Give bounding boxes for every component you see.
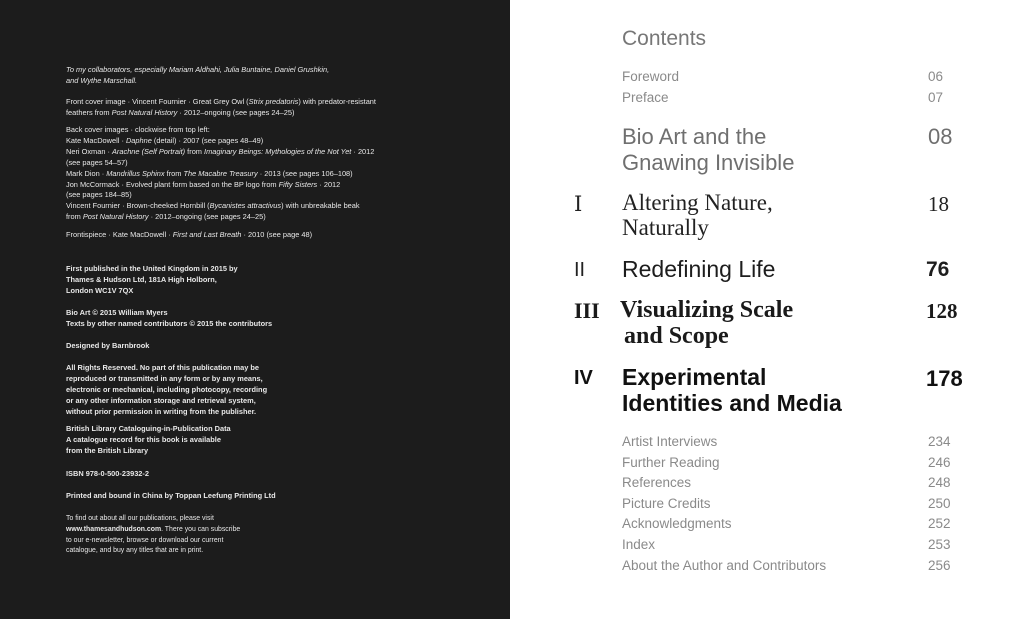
toc-entry-page: 248 [928, 475, 951, 491]
credit-line: (see pages 54–57) [66, 157, 128, 167]
cip-line: British Library Cataloguing-in-Publication Data [66, 424, 231, 433]
part-numeral: II [574, 259, 586, 281]
toc-entry-page: 234 [928, 434, 951, 449]
toc-entry-page: 07 [928, 89, 944, 105]
toc-entry-title: Picture Credits [622, 495, 711, 511]
copyright-notice [66, 308, 486, 330]
toc-part-page: 18 [928, 192, 949, 216]
credit-line: Mark Dion · Mandrillus Sphinx from The Macabre Treasury · 2013 (see pages 106–108) [66, 168, 353, 178]
back-cover-credits [66, 125, 486, 223]
toc-part-page: 178 [926, 366, 963, 391]
dedication-line: To my collaborators, especially Mariam Aldhahi, Julia Buntaine, Daniel Grushkin, [66, 65, 330, 74]
part-numeral: IV [574, 367, 593, 389]
contents-page [510, 0, 1020, 619]
toc-entry-title: References [622, 475, 692, 491]
note-line: www.thamesandhudson.com. There you can subscribe [66, 525, 241, 533]
credit-line: (see pages 184–85) [66, 190, 132, 200]
credit-line: feathers from Post Natural History · 2012–ongoing (see pages 24–25) [66, 107, 295, 117]
title-line: Redefining Life [622, 256, 776, 282]
back-matter-list [622, 434, 962, 578]
rights-line: or any other information storage and retrieval system, [66, 395, 256, 405]
printer-info [66, 491, 486, 502]
toc-entry-title: Acknowledgments [622, 516, 732, 532]
designed-by-line: Designed by Barnbrook [66, 341, 150, 350]
publication-line: Thames & Hudson Ltd, 181A High Holborn, [66, 274, 217, 284]
credit-line: Neri Oxman · Arachne (Self Portrait) from Imaginary Beings: Mythologies of the Not Yet · 2012 [66, 146, 375, 156]
publication-line: First published in the United Kingdom in 2015 by [66, 264, 238, 273]
credit-line: Jon McCormack · Evolved plant form based on the BP logo from Fifty Sisters · 2012 [66, 179, 341, 189]
toc-entry-title: Foreword [622, 69, 680, 84]
toc-intro-page: 08 [928, 124, 953, 149]
toc-entry-about-author [622, 558, 962, 579]
contents-heading: Contents [622, 27, 707, 50]
title-line: Visualizing Scale [620, 297, 794, 323]
front-matter-list [622, 69, 962, 110]
toc-entry-title: Further Reading [622, 454, 720, 470]
title-line: Altering Nature, [622, 190, 773, 215]
credit-line: Kate MacDowell · Daphne (detail) · 2007 (see pages 48–49) [66, 135, 264, 145]
toc-intro-title [622, 124, 794, 176]
note-line: catalogue, and buy any titles that are in print. [66, 547, 204, 555]
isbn [66, 469, 486, 480]
cip-line: from the British Library [66, 445, 149, 455]
isbn-line: ISBN 978-0-500-23932-2 [66, 469, 149, 478]
toc-entry-title: Index [622, 536, 656, 552]
credit-line: Front cover image · Vincent Fournier · Great Grey Owl (Strix predatoris) with predator-resistant [66, 97, 376, 106]
note-line: to our e-newsletter, browse or download our current [66, 536, 224, 544]
toc-part-title [622, 190, 773, 240]
toc-entry-references [622, 475, 962, 496]
website-link: www.thamesandhudson.com [66, 525, 162, 533]
copyright-line: Bio Art © 2015 William Myers [66, 308, 168, 317]
toc-entry-page: 250 [928, 495, 951, 511]
title-line: and Scope [624, 323, 729, 349]
part-numeral: I [574, 192, 583, 216]
title-line: Identities and Media [622, 390, 842, 416]
title-line: Gnawing Invisible [622, 150, 795, 175]
publication-info [66, 264, 486, 297]
toc-entry-preface [622, 90, 962, 111]
cataloguing-data [66, 424, 486, 457]
toc-entry-index [622, 537, 962, 558]
note-line: To find out about all our publications, please visit [66, 515, 214, 522]
rights-line: without prior permission in writing from the publisher. [66, 406, 257, 416]
part-numeral: III [574, 298, 600, 323]
toc-entry-page: 252 [928, 516, 951, 532]
toc-entry-title: Artist Interviews [622, 434, 718, 449]
toc-entry-page: 246 [928, 454, 951, 470]
rights-notice [66, 363, 486, 418]
title-line: Bio Art and the [622, 124, 767, 149]
toc-entry-page: 06 [928, 69, 944, 84]
cip-line: A catalogue record for this book is available [66, 434, 221, 444]
toc-entry-acknowledgments [622, 516, 962, 537]
publisher-website-note [66, 514, 486, 557]
toc-entry-artist-interviews [622, 434, 962, 455]
toc-entry-title: Preface [622, 89, 669, 105]
title-line: Experimental [622, 364, 767, 390]
toc-entry-further-reading [622, 455, 962, 476]
printer-line: Printed and bound in China by Toppan Leefung Printing Ltd [66, 491, 276, 500]
credit-line: Vincent Fournier · Brown-cheeked Hornbill (Bycanistes attractivus) with unbreakable beak [66, 201, 360, 211]
front-cover-credit [66, 97, 486, 119]
rights-line: reproduced or transmitted in any form or by any means, [66, 373, 263, 383]
toc-entry-foreword [622, 69, 962, 90]
toc-entry-picture-credits [622, 496, 962, 517]
designed-by [66, 341, 486, 352]
dedication-line: and Wythe Marschall. [66, 75, 138, 85]
toc-entry-page: 256 [928, 557, 951, 573]
rights-line: electronic or mechanical, including photocopy, recording [66, 384, 268, 394]
toc-entry-page: 253 [928, 536, 951, 552]
title-line: Naturally [622, 215, 709, 240]
publication-line: London WC1V 7QX [66, 285, 134, 295]
credit-heading: Back cover images · clockwise from top left: [66, 125, 210, 134]
toc-part-title [622, 364, 842, 416]
credit-line: Frontispiece · Kate MacDowell · First and Last Breath · 2010 (see page 48) [66, 230, 313, 239]
toc-entry-title: About the Author and Contributors [622, 557, 827, 573]
frontispiece-credit [66, 230, 486, 241]
copyright-line: Texts by other named contributors © 2015 the contributors [66, 318, 273, 328]
rights-line: All Rights Reserved. No part of this publication may be [66, 363, 260, 372]
toc-part-title [620, 297, 793, 349]
toc-part-page: 128 [926, 299, 958, 323]
toc-part-title [622, 256, 775, 282]
dedication [66, 65, 486, 87]
toc-part-page: 76 [926, 258, 950, 281]
credit-line: from Post Natural History · 2012–ongoing (see pages 24–25) [66, 212, 266, 222]
